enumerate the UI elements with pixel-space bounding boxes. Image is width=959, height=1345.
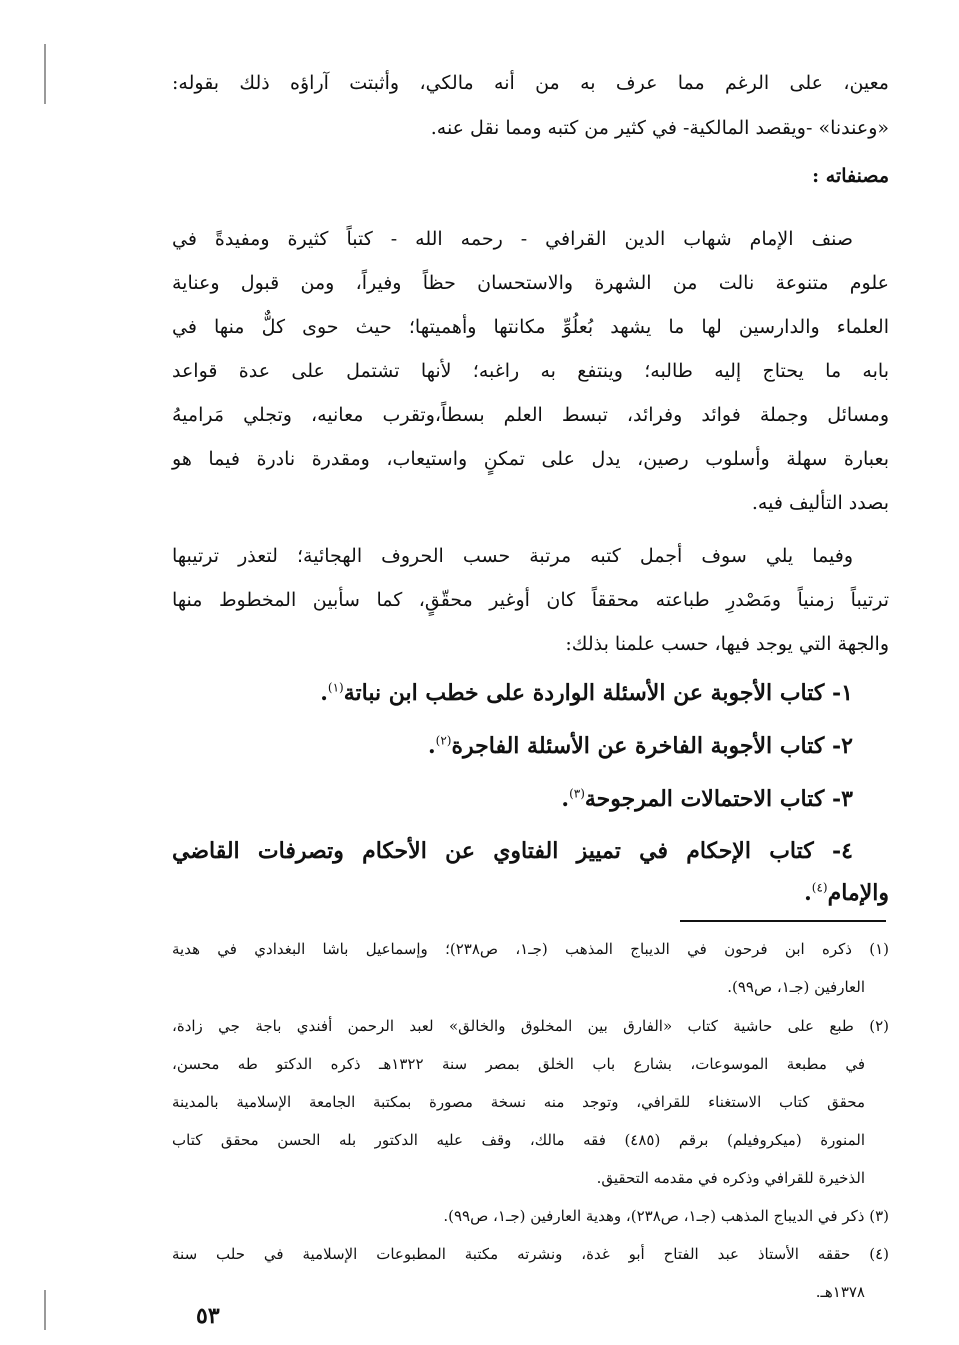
book-number: ١- xyxy=(832,680,853,706)
book-number: ٤- xyxy=(832,838,853,864)
footnote-line: (٤) حققه الأستاذ عبد الفتاح أبو غدة، ونشرته مكتبة المطبوعات الإسلامية في حلب سنة xyxy=(172,1245,889,1263)
footnote-line: العارفين (جـ١، ص٩٩). xyxy=(727,978,865,996)
paragraph-line: والجهة التي يوجد فيها، حسب علمنا بذلك: xyxy=(565,633,889,655)
paragraph-line: ترتيباً زمنياً ومَصْدرِ طباعته محققاً كان أوغير محقّقٍ، كما سأبين المخطوط منها xyxy=(172,589,889,611)
book-title: كتاب الإحكام في تمييز الفتاوي عن الأحكام وتصرفات القاضي xyxy=(172,838,814,864)
footnote-line: الذخيرة للقرافي وذكره في مقدمه التحقيق. xyxy=(596,1169,865,1187)
footnote-line: (٢) طبع على حاشية كتاب «الفارق بين المخلوق والخالق» لعبد الرحمن أفندي باجة جي زادة، xyxy=(172,1017,889,1035)
book-title: كتاب الاحتمالات المرجوحة xyxy=(584,786,825,812)
paragraph-line: صنف الإمام شهاب الدين القرافي - رحمه الله - كتباً كثيرة ومفيدةً في xyxy=(172,228,853,250)
book-end: . xyxy=(561,786,570,812)
section-heading: مصنفاته : xyxy=(812,165,889,187)
footnote-ref: (٤) xyxy=(811,880,828,895)
book-number: ٢- xyxy=(832,733,853,759)
paragraph-line: علوم متنوعة نالت من الشهرة والاستحسان حظاً وفيراً، ومن قبول وعناية xyxy=(172,272,889,294)
book-title: كتاب الأجوبة الفاخرة عن الأسئلة الفاجرة xyxy=(451,733,825,759)
book-end: . xyxy=(804,880,812,906)
footnote-ref: (٢) xyxy=(435,733,452,748)
footnote-ref: (٣) xyxy=(569,786,585,801)
paragraph-line: وفيما يلي سوف أجمل كتبه مرتبة حسب الحروف الهجائية؛ لتعذر ترتيبها xyxy=(172,545,853,567)
footnote-line: ١٣٧٨هـ. xyxy=(815,1283,865,1301)
paragraph-line: بابه ما يحتاج إليه طالبه؛ وينتفع به راغبه؛ لأنها تشتمل على عدة قواعد xyxy=(172,360,889,382)
footnote-line: (١) ذكره ابن فرحون في الديباج المذهب (جـ١، ص٢٣٨)؛ وإسماعيل باشا البغدادي في هدية xyxy=(172,940,890,958)
book-end: . xyxy=(320,680,328,706)
footnote-ref: (١) xyxy=(327,680,344,695)
paragraph-line: بعبارة سهلة وأسلوب رصين، يدل على تمكنٍ واستيعاب، ومقدرة نادرة فيما هو xyxy=(172,448,889,470)
paragraph-line: ومسائل وجملة فوائد وفرائد، تبسط العلم بسطاً،وتقرب معانيه، وتجلي مَراميهُ xyxy=(172,404,889,426)
footnotes xyxy=(172,0,889,1300)
book-number: ٣- xyxy=(832,786,853,812)
scan-edge-mark xyxy=(44,1290,46,1330)
footnote-line: محقق كتاب الاستغناء للقرافي، وتوجد منه نسخة مصورة بمكتبة الجامعة الإسلامية بالمدينة xyxy=(172,1093,865,1111)
intro-line-1: معين، على الرغم مما عرف به من أنه مالكي، وأثبتت آراؤه ذلك بقوله: xyxy=(172,72,889,94)
book-title-continuation: والإمام xyxy=(827,880,889,906)
paragraph-line: العلماء والدارسين لها ما يشهد بُعلُوِّ مكانتها وأهميتها؛ حيث حوى كلٌّ منها في xyxy=(172,316,889,338)
intro-line-2: «وعندنا» -ويقصد المالكية- في كثير من كتبه ومما نقل عنه. xyxy=(430,117,889,139)
footnote-line: (٣) ذكر في الديباج المذهب (جـ١، ص٢٣٨)، وهدية العارفين (جـ١، ص٩٩). xyxy=(443,1207,889,1225)
book-title: كتاب الأجوبة عن الأسئلة الواردة على خطب ابن نباتة xyxy=(343,680,825,706)
footnote-line: المنورة (ميكروفيلم) برقم (٤٨٥) فقه مالك، وقف عليه الدكتور بله الحسن محقق كتاب xyxy=(172,1131,865,1149)
paragraph-line: بصدد التأليف فيه. xyxy=(751,492,889,514)
footnote-line: في مطبعة الموسوعات، بشارع باب الخلق بمصر سنة ١٣٢٢هـ ذكره الدكتو طه محسن، xyxy=(172,1055,865,1073)
scan-edge-mark xyxy=(44,44,46,104)
page-number: ٥٣ xyxy=(196,1303,220,1329)
book-end: . xyxy=(427,733,436,759)
